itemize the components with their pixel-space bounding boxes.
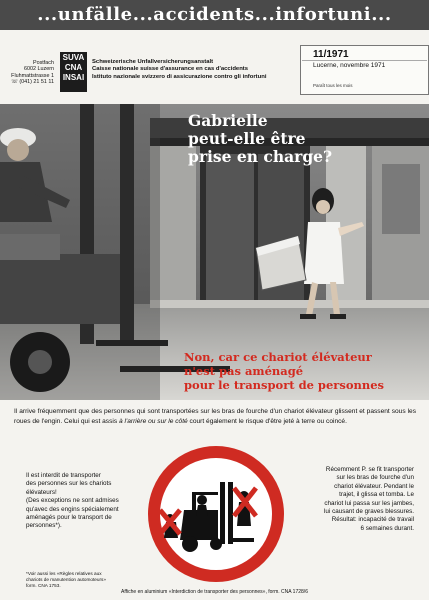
note-line: aménagés pour le transport de: [26, 514, 112, 522]
suva-logo: [60, 52, 87, 92]
footnote: [26, 571, 146, 588]
case-line: 6 semaines durant.: [360, 524, 414, 532]
masthead: [0, 44, 429, 102]
note-line: qu'avec des engins spécialement: [26, 505, 119, 513]
note-line: élévateurs!: [26, 488, 57, 496]
issue-frequency: Paraît tous les mois: [313, 83, 353, 88]
headline-line: prise en charge?: [188, 147, 333, 166]
headline-line: peut-elle être: [188, 129, 306, 148]
organisation-line: Istituto nazionale svizzero di assicurazione contro gli infortuni: [92, 73, 267, 80]
case-line: chariot élévateur. Pendant le: [334, 482, 414, 490]
logo-line: INSAI: [62, 73, 85, 82]
organisation-name: [92, 59, 292, 81]
answer-line: Non, car ce chariot élévateur: [184, 350, 372, 364]
intro-text-end: court également le risque d'être jeté à terre ou coincé.: [187, 417, 347, 425]
case-line: trajet, il glissa et tomba. Le: [339, 491, 414, 499]
answer-text: [184, 350, 429, 392]
prohibition-note: [26, 472, 136, 531]
footnote-line: *Voir aussi les «Règles relatives aux: [26, 571, 102, 576]
organisation-line: Schweizerische Unfallversicherungsanstalt: [92, 59, 214, 65]
headline: [188, 112, 388, 166]
organisation-line: Caisse nationale suisse d'assurance en cas d'accidents: [92, 66, 249, 73]
intro-text: Il arrive fréquemment que des personnes qui sont transportées sur les bras de fourche d'un chariot élévateur glissent et passent sous les roues de l'engin. Celui qui est assis: [14, 408, 416, 425]
header-banner: [0, 0, 429, 30]
case-line: sur les bras de fourche d'un: [336, 474, 414, 482]
issue-number: 11/1971: [313, 49, 349, 60]
postal-line: Fluhmattstrasse 1: [11, 72, 54, 79]
postal-address: [4, 60, 54, 86]
answer-line: pour le transport de personnes: [184, 378, 385, 392]
poster-reference: Affiche en aluminium «Interdiction de transporter des personnes», form. CNA 1728/6: [121, 589, 308, 595]
headline-line: Gabrielle: [188, 111, 268, 130]
note-line: Il est interdit de transporter: [26, 472, 101, 479]
intro-paragraph: [14, 407, 416, 426]
postal-line: 6002 Luzern: [24, 66, 54, 73]
footnote-line: chariots de manutention automoteurs»: [26, 576, 106, 582]
accident-case-note: [296, 466, 414, 533]
postal-line: Postfach: [33, 60, 54, 66]
issue-place-date: Lucerne, novembre 1971: [313, 62, 386, 69]
case-line: lui causant de graves blessures.: [324, 508, 414, 516]
answer-line: n'est pas aménagé: [184, 364, 304, 378]
case-line: Résultat: incapacité de travail: [331, 516, 414, 524]
logo-line: SUVA: [62, 53, 85, 62]
postal-line: ☏ (041) 21 51 11: [11, 79, 54, 86]
no-passengers-forklift-sign-icon: [146, 444, 286, 584]
banner-text: ...unfälle...accidents...infortuni...: [37, 4, 392, 25]
case-line: Récemment P. se fit transporter: [325, 466, 414, 473]
note-line: (Des exceptions ne sont admises: [26, 497, 119, 505]
note-line: des personnes sur les chariots: [26, 480, 112, 488]
footnote-line: form. CNA 1753.: [26, 582, 61, 588]
intro-emphasis: à l'arrière ou sur le côté: [119, 417, 188, 425]
issue-box: [300, 45, 429, 95]
issue-divider: [302, 60, 427, 61]
note-line: personnes*).: [26, 522, 62, 530]
logo-line: CNA: [64, 63, 83, 72]
case-line: chariot lui passa sur les jambes,: [324, 499, 414, 507]
